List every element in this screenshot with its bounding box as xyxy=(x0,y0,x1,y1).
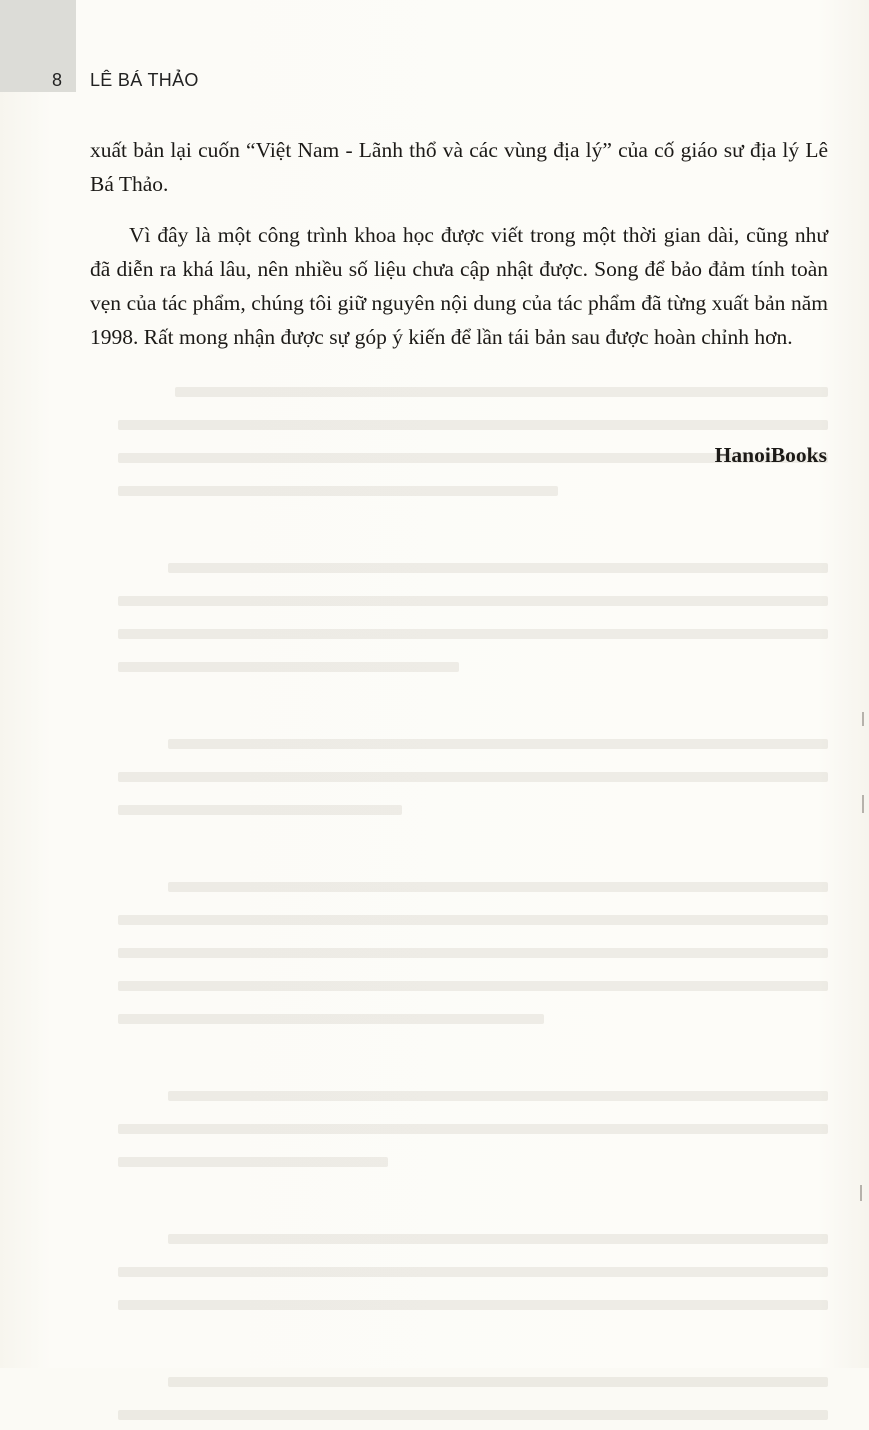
paragraph: Vì đây là một công trình khoa học được viết trong một thời gian dài, cũng như đã diễn ra khá lâu, nên nhiều số liệu chưa cập nhật được. Song để bảo đảm tính toàn vẹn của tác phẩm, chúng tôi giữ nguyên nội dung của tác phẩm đã từng xuất bản năm 1998. Rất mong nhận được sự góp ý kiến để lần tái bản sau được hoàn chỉnh hơn. xyxy=(90,223,828,349)
edge-mark xyxy=(862,795,864,813)
show-through-texture xyxy=(118,374,828,1430)
edge-mark xyxy=(862,712,864,726)
running-head: LÊ BÁ THẢO xyxy=(90,69,199,90)
body-text xyxy=(90,133,828,354)
publisher-signature: HanoiBooks xyxy=(714,443,827,467)
paragraph-continuation: xuất bản lại cuốn “Việt Nam - Lãnh thổ và các vùng địa lý” của cố giáo sư địa lý Lê Bá Thảo. xyxy=(90,138,828,196)
edge-mark xyxy=(860,1185,862,1201)
page-number: 8 xyxy=(52,69,63,90)
